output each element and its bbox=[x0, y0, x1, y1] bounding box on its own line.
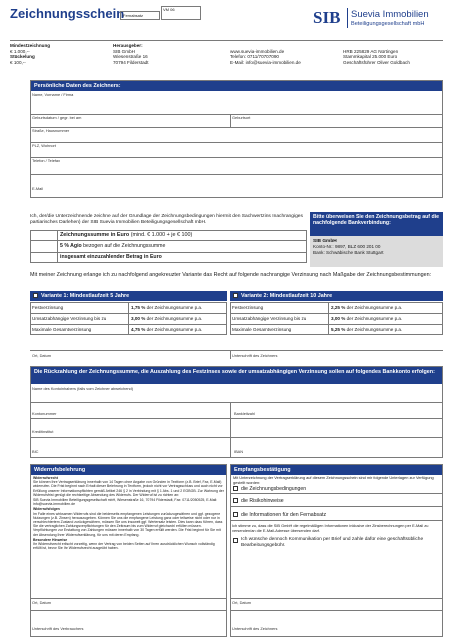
form-title: Zeichnungsschein bbox=[10, 6, 125, 21]
field-bic[interactable]: BIC bbox=[32, 449, 39, 454]
issuer-label: Herausgeber: bbox=[113, 43, 143, 48]
min-subscription-value: € 1.000,-- bbox=[10, 48, 30, 54]
receipt-post-option[interactable] bbox=[233, 537, 440, 549]
receipt-item-3[interactable] bbox=[233, 512, 326, 518]
receipt-item-label: die Risikohinweise bbox=[241, 498, 284, 504]
variant-1-rate-unit: der Zeichnungssumme p.a. bbox=[146, 327, 203, 332]
withdrawal-notes-text: Ihr Widerrufsrecht erlischt vorzeitig, wenn der Vertrag von beiden Seiten auf Ihren ausdrücklichen Wunsch vollständig erfüllt ist, bevor Sie Ihr Widerrufsrecht ausgeübt haben. bbox=[33, 542, 215, 551]
variant-2-rate-unit: der Zeichnungssumme p.a. bbox=[346, 305, 403, 310]
vm-label: VM 06 bbox=[163, 7, 175, 12]
logo-mark: SIB bbox=[313, 8, 341, 27]
receipt-item-2[interactable] bbox=[233, 498, 284, 504]
variant-1-rate-unit: der Zeichnungssumme p.a. bbox=[146, 316, 203, 321]
header-rule bbox=[10, 40, 443, 41]
field-account-holder[interactable]: Name des Kontoinhabers (falls vom Zeichner abweichend) bbox=[32, 386, 133, 391]
variant-2-title: Variante 2: Mindestlaufzeit 10 Jahre bbox=[241, 293, 333, 299]
field-birthdate[interactable]: Geburtsdatum / gegr. bei am bbox=[32, 115, 82, 120]
variant-2-checkbox[interactable] bbox=[233, 293, 238, 298]
logo bbox=[313, 4, 443, 32]
variant-1-variable-rate: 3,00 % bbox=[131, 316, 146, 321]
director-line: Geschäftsführer Oliver Goldbach bbox=[343, 59, 410, 65]
field-iban[interactable]: IBAN bbox=[234, 449, 244, 454]
issuer-line: 70794 Filderstadt bbox=[113, 59, 149, 65]
agio-note: bezogen auf die Zeichnungssumme bbox=[83, 243, 166, 249]
variant-2-variable-rate: 3,00 % bbox=[331, 316, 346, 321]
website-link[interactable]: www.suevia-immobilien.de bbox=[230, 48, 285, 54]
subscription-text: Ich, der/die Unterzeichnende zeichne auf der Grundlage der Zeichnungsbedingungen hiermit den Sachwertzins Inachrangiges partiarisches Darlehen) der SIB Suevia Immobilien Beteiligungsgesellschaft mbH. bbox=[30, 214, 303, 225]
withdrawal-place-date: Ort, Datum bbox=[32, 600, 52, 605]
amount-field[interactable] bbox=[31, 231, 57, 240]
receipt-checkbox[interactable] bbox=[233, 512, 238, 517]
receipt-checkbox[interactable] bbox=[233, 486, 238, 491]
refund-heading: Die Rückzahlung der Zeichnungssumme, die Auszahlung des Festzinses sowie der umsatzabhängigen Verzinsung sollen auf folgendes Bankkonto erfolgen: bbox=[31, 367, 442, 384]
variant-1-rate-unit: der Zeichnungssumme p.a. bbox=[146, 305, 203, 310]
receipt-item-label: die Informationen für den Fernabsatz bbox=[241, 512, 327, 518]
variant-1-title: Variante 1: Mindestlaufzeit 5 Jahre bbox=[41, 293, 130, 299]
bank-info-box bbox=[310, 212, 443, 267]
variant-2-row-label: Umsatzabhängige Verzinsung bis zu bbox=[232, 316, 307, 321]
variant-2-row-label: Maximale Gesamtverzinsung bbox=[232, 327, 292, 332]
field-street[interactable]: Straße, Hausnummer bbox=[32, 128, 70, 133]
field-phone[interactable]: Telefon / Telefax bbox=[32, 158, 61, 163]
variant-1-row-label: Umsatzabhängige Verzinsung bis zu bbox=[32, 316, 107, 321]
agio-label: 5 % Agio bbox=[60, 243, 82, 249]
receipt-consent-text: Ich stimme zu, dass die SIB GmbH die regelmäßigen Informationen inklusive der Zinsberechnungen per E-Mail zu versenden/an die E-Mail-Adresse übersenden darf. bbox=[232, 523, 429, 533]
total-label: insgesamt einzuzahlender Betrag in Euro bbox=[60, 254, 162, 260]
variant-1-row-label: Festverzinsung bbox=[32, 305, 64, 310]
brand-subtitle: Beteiligungsgesellschaft mbH bbox=[351, 21, 425, 27]
withdrawal-effects-title: Widerrufsfolgen bbox=[33, 507, 60, 512]
phone-line: Telefon: 0711/70707090 bbox=[230, 54, 279, 60]
withdrawal-signature-label: Unterschrift des Verbrauchers bbox=[32, 626, 84, 631]
form-type-label: Fernabsatz bbox=[123, 13, 144, 18]
variant-1-checkbox[interactable] bbox=[33, 293, 38, 298]
variant-2-row-label: Festverzinsung bbox=[232, 305, 264, 310]
capital-line: Stammkapital 25.000 Euro bbox=[343, 54, 398, 60]
amount-label: Zeichnungssumme in Euro bbox=[60, 232, 130, 238]
field-institution[interactable]: Kreditinstitut bbox=[32, 429, 54, 434]
withdrawal-section bbox=[30, 464, 227, 637]
variant-1-header[interactable] bbox=[30, 291, 227, 301]
field-name[interactable]: Name, Vorname / Firma bbox=[32, 92, 74, 97]
field-account-number[interactable]: Kontonummer bbox=[32, 411, 57, 416]
logo-divider bbox=[347, 8, 348, 28]
withdrawal-notes-title: Besondere Hinweise bbox=[33, 537, 68, 542]
variant-1-max-rate: 4,75 % bbox=[131, 327, 146, 332]
signature-1-area[interactable] bbox=[30, 339, 443, 351]
bank-name: Bank: Schwäbische Bank Stuttgart bbox=[313, 250, 384, 255]
withdrawal-address: SIB Suevia Immobilien Beteiligungsgesellschaft mbH, Wiesenstraße 16, 70794 Filderstadt, Fax: 0711/2050525, E-Mail: info@suevia-immobilien.de bbox=[33, 498, 218, 507]
variant-2-fixed-rate: 2,25 % bbox=[331, 305, 346, 310]
bank-account-number: Konto-Nr.: 9897, BLZ 600 201 00 bbox=[313, 244, 381, 249]
register-line: HRB 225829 AG Nürtingen bbox=[343, 48, 399, 54]
post-option-label: Ich wünsche dennoch Kommunikation per Brief und zahle dafür eine geschäftsübliche Bearbeitungsgebühr. bbox=[241, 537, 424, 548]
receipt-heading: Empfangsbestätigung bbox=[231, 465, 442, 475]
variant-1-row-label: Maximale Gesamtverzinsung bbox=[32, 327, 92, 332]
receipt-place-date: Ort, Datum bbox=[232, 600, 252, 605]
field-email[interactable]: E-Mail bbox=[32, 186, 44, 191]
bank-account-holder: SIB GmbH bbox=[313, 239, 337, 244]
personal-data-heading: Persönliche Daten des Zeichners: bbox=[31, 81, 442, 91]
variant-2-max-rate: 5,25 % bbox=[331, 327, 346, 332]
transfer-instruction: Bitte überweisen Sie den Zeichnungsbetrag auf die nachfolgende Bankverbindung: bbox=[310, 212, 443, 236]
receipt-checkbox[interactable] bbox=[233, 498, 238, 503]
field-city[interactable]: PLZ, Wohnort bbox=[32, 143, 56, 148]
signature-label: Unterschrift des Zeichners bbox=[232, 353, 278, 358]
denomination-value: € 100,-- bbox=[10, 59, 26, 65]
variant-2-header[interactable] bbox=[230, 291, 443, 301]
receipt-signature-label: Unterschrift des Zeichners bbox=[232, 626, 278, 631]
variant-2-rate-unit: der Zeichnungssumme p.a. bbox=[346, 316, 403, 321]
brand-name: Suevia Immobilien bbox=[351, 9, 429, 20]
receipt-item-label: die Zeichnungsbedingungen bbox=[241, 486, 307, 492]
email-link[interactable]: E-Mail: info@suevia-immobilien.de bbox=[230, 59, 301, 65]
variant-1-fixed-rate: 1,75 % bbox=[131, 305, 146, 310]
variant-instruction: Mit meiner Zeichnung erlange ich zu nachfolgend angekreuzter Variante das Recht auf folgende nachrangige Verzinsung nach Maßgabe der Zeichnungsbestimmungen: bbox=[30, 272, 432, 278]
field-birthplace[interactable]: Geburtsort bbox=[232, 115, 251, 120]
variant-2-rate-unit: der Zeichnungssumme p.a. bbox=[346, 327, 403, 332]
field-bank-code[interactable]: Bankleitzahl bbox=[234, 411, 255, 416]
issuer-line: Wiesenstraße 16 bbox=[113, 54, 148, 60]
min-subscription-label: Mindestzeichnung bbox=[10, 43, 51, 48]
withdrawal-right-text: Sie können Ihre Vertragserklärung innerhalb von 14 Tagen ohne Angabe von Gründen in Textform (z.B. Brief, Fax, E-Mail) widerrufen. Die Frist beginnt nach Erhalt dieser Belehrung in Textform, jedoch nicht vor Vertragsschluss und auch nicht vor Erfüllung unserer Informationspflichten gemäß Artikel 246 § 2 in Verbindung mit § 1 Abs. 1 und 2 EGBGB. Zur Wahrung der Widerrufsfrist genügt die rechtzeitige Absendung des Widerrufs. Der Widerruf ist zu richten an: bbox=[33, 480, 224, 497]
withdrawal-effects-text: Im Falle eines wirksamen Widerrufs sind die beiderseits empfangenen Leistungen zurückzugewähren und ggf. gezogene Nutzungen (z.B. Zinsen) herauszugeben. Können Sie uns die empfangene Leistung ganz oder teilweise nicht oder nur in verschlechtertem Zustand zurückgewähren, müssen Sie uns insoweit ggf. Wertersatz leisten. Dies kann dazu führen, dass Sie die vertraglichen Zahlungsverpflichtungen für den Zeitraum bis zum Widerruf gleichwohl erfüllen müssen. Verpflichtungen zur Erstattung von Zahlungen müssen innerhalb von 30 Tagen erfüllt werden. Die Frist beginnt für Sie mit der Absendung Ihrer Widerrufserklärung, für uns mit deren Empfang. bbox=[33, 511, 223, 537]
post-option-checkbox[interactable] bbox=[233, 538, 238, 543]
personal-data-section bbox=[30, 80, 443, 198]
issuer-line: SIB GmbH bbox=[113, 48, 135, 54]
receipt-item-1[interactable] bbox=[233, 486, 306, 492]
place-date-label: Ort, Datum bbox=[32, 353, 52, 358]
withdrawal-heading: Widerrufsbelehrung bbox=[31, 465, 226, 475]
withdrawal-signature-area[interactable] bbox=[30, 598, 227, 610]
amount-note: (mind. € 1.000 + je € 100) bbox=[130, 232, 193, 238]
withdrawal-right-title: Widerrufsrecht bbox=[33, 476, 58, 480]
receipt-signature-area[interactable] bbox=[230, 598, 443, 610]
receipt-intro: Mit Unterzeichnung der Vertragserklärung auf diesem Zeichnungsschein sind mir folgende Unterlagen zur Verfügung gestellt worden: bbox=[233, 475, 434, 485]
denomination-label: Stückelung bbox=[10, 54, 35, 60]
